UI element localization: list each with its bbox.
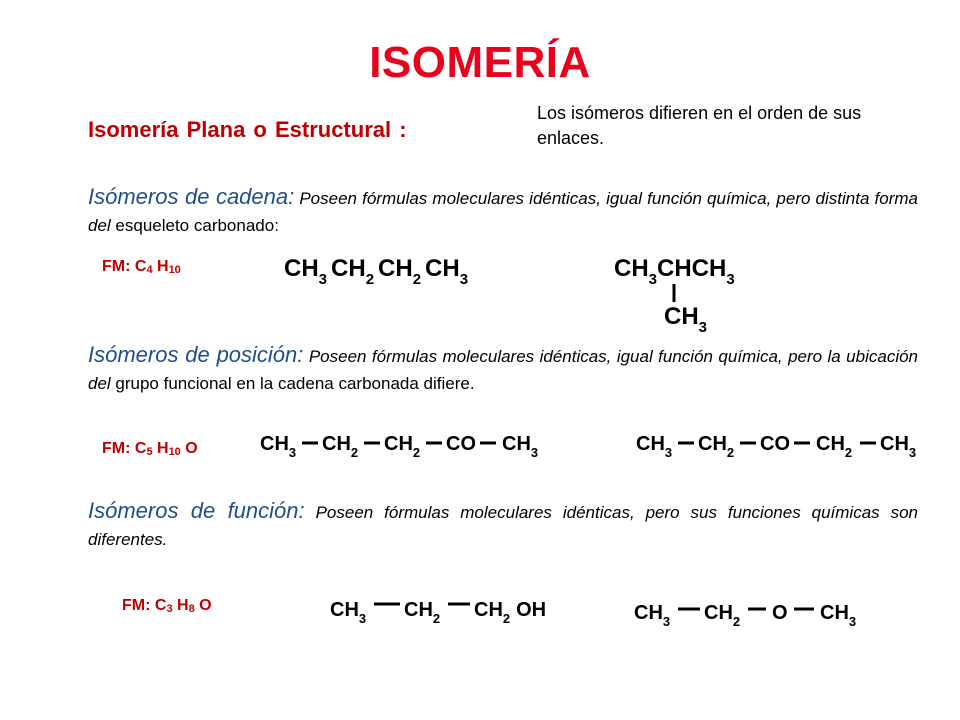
fm-posicion-h: H <box>152 440 169 457</box>
fm-posicion-c-count: 5 <box>146 446 153 458</box>
page-title: ISOMERÍA <box>369 38 591 87</box>
formula-isobutane <box>612 250 762 336</box>
svg-text:CH3CH2CH2CH3: $CH_3$ $CH_2$ $CH_2$ $CH_3$ <box>284 255 469 288</box>
section-subtitle: Isomería Plana o Estructural : <box>88 117 407 142</box>
text-posicion-italic: Poseen fórmulas moleculares idénticas, igual función química, pero la ubicación del <box>88 347 919 393</box>
svg-text:CH2: $CH_2$ <box>322 433 359 460</box>
svg-text:CH3: $CH_3$ <box>634 602 671 629</box>
text-cadena-italic: Poseen fórmulas moleculares idénticas, igual función química, pero distinta forma del <box>88 189 918 235</box>
paragraph-funcion <box>88 497 918 553</box>
fm-funcion-c-count: 3 <box>166 603 173 615</box>
fm-cadena-c-count: 4 <box>146 264 153 276</box>
fm-funcion-c: FM: C <box>122 597 167 614</box>
text-posicion-plain: grupo funcional en la cadena carbonada difiere. <box>110 374 475 393</box>
svg-text:CH2: $CH_2$ <box>704 602 741 629</box>
text-cadena-plain: esqueleto carbonado: <box>110 216 279 235</box>
note-text: Los isómeros difieren en el orden de sus enlaces. <box>537 103 862 148</box>
svg-text:CH3: $CH_3$ <box>502 433 539 460</box>
paragraph-cadena <box>88 183 918 239</box>
fm-posicion-tail: O <box>180 440 198 457</box>
paragraph-posicion <box>88 341 918 397</box>
fm-funcion <box>122 597 212 615</box>
fm-cadena-h: H <box>152 258 169 275</box>
fm-posicion <box>102 440 198 458</box>
heading-posicion: Isómeros de posición: <box>88 342 304 367</box>
formula-pentan-3-one <box>634 426 934 468</box>
fm-cadena-h-count: 10 <box>168 264 181 276</box>
svg-text:CH2: $CH_2$ <box>698 433 735 460</box>
svg-text:CH2: $CH_2$ <box>816 433 853 460</box>
fm-funcion-tail: O <box>194 597 212 614</box>
svg-text:CH3: $CH_3$ <box>636 433 673 460</box>
svg-text:CH3: $CH_3$ <box>880 433 917 460</box>
svg-text:CH3: $CH_3$ <box>330 599 367 626</box>
formula-propanol <box>328 592 558 632</box>
svg-text:CH2: $CH_2$ <box>404 599 441 626</box>
formula-butane <box>282 248 492 292</box>
formula-pentan-2-one <box>258 426 548 468</box>
heading-cadena: Isómeros de cadena: <box>88 184 295 209</box>
fm-cadena-c: FM: C <box>102 258 147 275</box>
fm-funcion-h-count: 8 <box>188 603 195 615</box>
svg-text:CH2OH: $CH_2$ OH <box>474 599 547 626</box>
fm-funcion-h: H <box>172 597 189 614</box>
formula-ether <box>632 595 872 635</box>
fm-posicion-h-count: 10 <box>168 446 181 458</box>
svg-text:CH3CHCH3: $CH_3CHCH_3$ <box>614 255 735 288</box>
fm-cadena <box>102 258 181 276</box>
svg-text:CH3: $CH_3$ <box>664 303 708 336</box>
fm-posicion-c: FM: C <box>102 440 147 457</box>
svg-text:CH3: $CH_3$ <box>820 602 857 629</box>
svg-text:CH3: $CH_3$ <box>260 433 297 460</box>
text-funcion-italic: Poseen fórmulas moleculares idénticas, pero sus funciones químicas son diferentes. <box>88 503 918 549</box>
svg-text:CH2: $CH_2$ <box>384 433 421 460</box>
heading-funcion: Isómeros de función: <box>88 498 305 523</box>
svg-text:CO: CO <box>760 433 790 455</box>
svg-text:O: O <box>772 602 788 624</box>
svg-text:CO: CO <box>446 433 476 455</box>
